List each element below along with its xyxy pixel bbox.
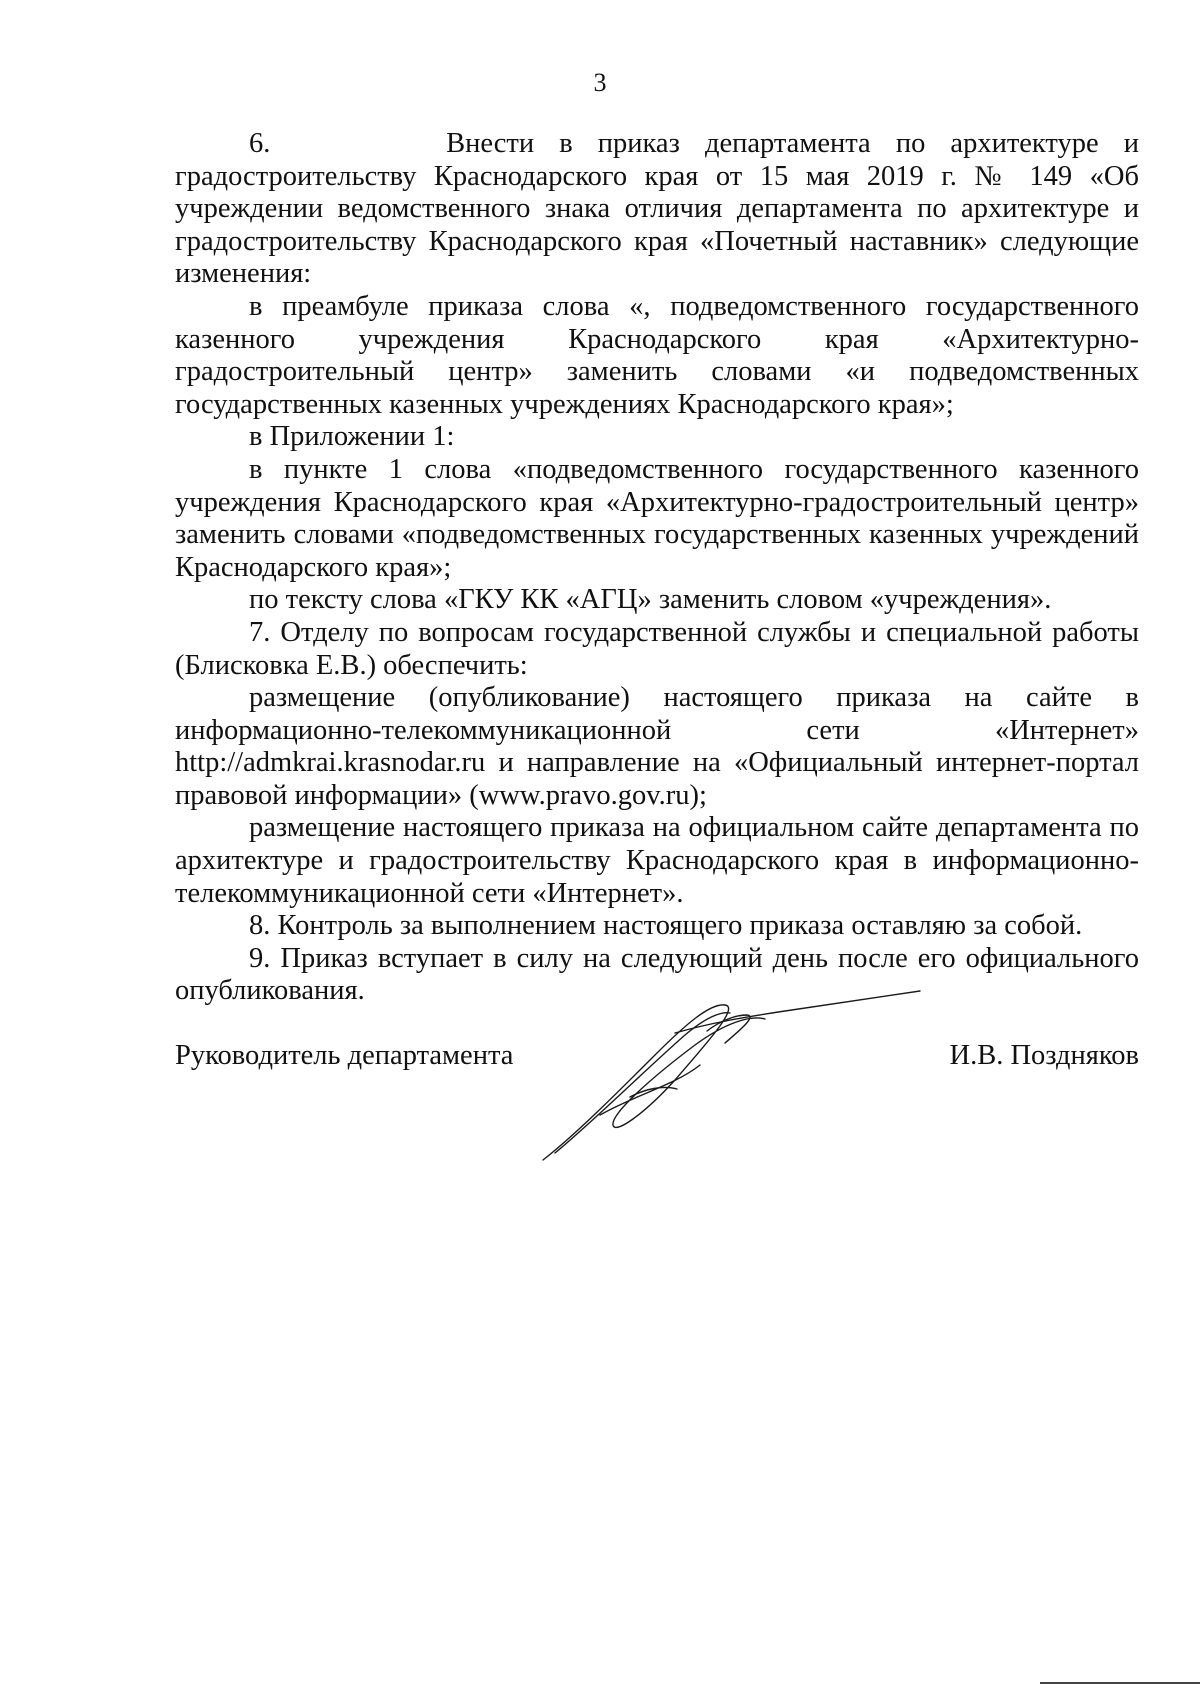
document-body [175,128,1139,1008]
paragraph-text-replace: по тексту слова «ГКУ КК «АГЦ» заменить словом «учреждения». [249,584,1052,616]
signatory-title: Руководитель департамента [175,1040,514,1071]
paragraph-preamble: в преамбуле приказа слова «, подведомственного государственного казенного учреждения Краснодарского края «Архитектурно-градостроительный центр» заменить словами «и подведомственных государственных казенных учреждениях Краснодарского края»; [175,290,1139,420]
paragraph-6: 6. Внести в приказ департамента по архитектуре и градостроительству Краснодарского края от 15 мая 2019 г. № 149 «Об учреждении ведомственного знака отличия департамента по архитектуре и градостроительству Краснодарского края «Почетный наставник» следующие изменения: [175,128,1139,290]
scan-edge-line [1040,1682,1200,1684]
signatory-name: И.В. Поздняков [949,1040,1139,1071]
paragraph-9: 9. Приказ вступает в силу на следующий день после его официального опубликования. [175,942,1139,1007]
paragraph-8: 8. Контроль за выполнением настоящего приказа оставляю за собой. [249,910,1083,942]
page-number: 3 [593,68,607,97]
paragraph-item-1: в пункте 1 слова «подведомственного государственного казенного учреждения Краснодарского края «Архитектурно-градостроительный центр» заменить словами «подведомственных государственных казенных учреждений Краснодарского края»; [175,453,1139,583]
paragraph-publication: размещение (опубликование) настоящего приказа на сайте в информационно-телекоммуникационной сети «Интернет» http://admkrai.krasnodar.ru и направление на «Официальный интернет-портал правовой информации» (www.pravo.gov.ru); [175,682,1139,811]
paragraph-7: 7. Отделу по вопросам государственной службы и специальной работы (Блисковка Е.В.) обеспечить: [175,616,1139,681]
handwritten-signature [535,985,925,1165]
paragraph-appendix: в Приложении 1: [249,421,455,453]
paragraph-website: размещение настоящего приказа на официальном сайте департамента по архитектуре и градостроительству Краснодарского края в информационно-телекоммуникационной сети «Интернет». [175,812,1139,909]
